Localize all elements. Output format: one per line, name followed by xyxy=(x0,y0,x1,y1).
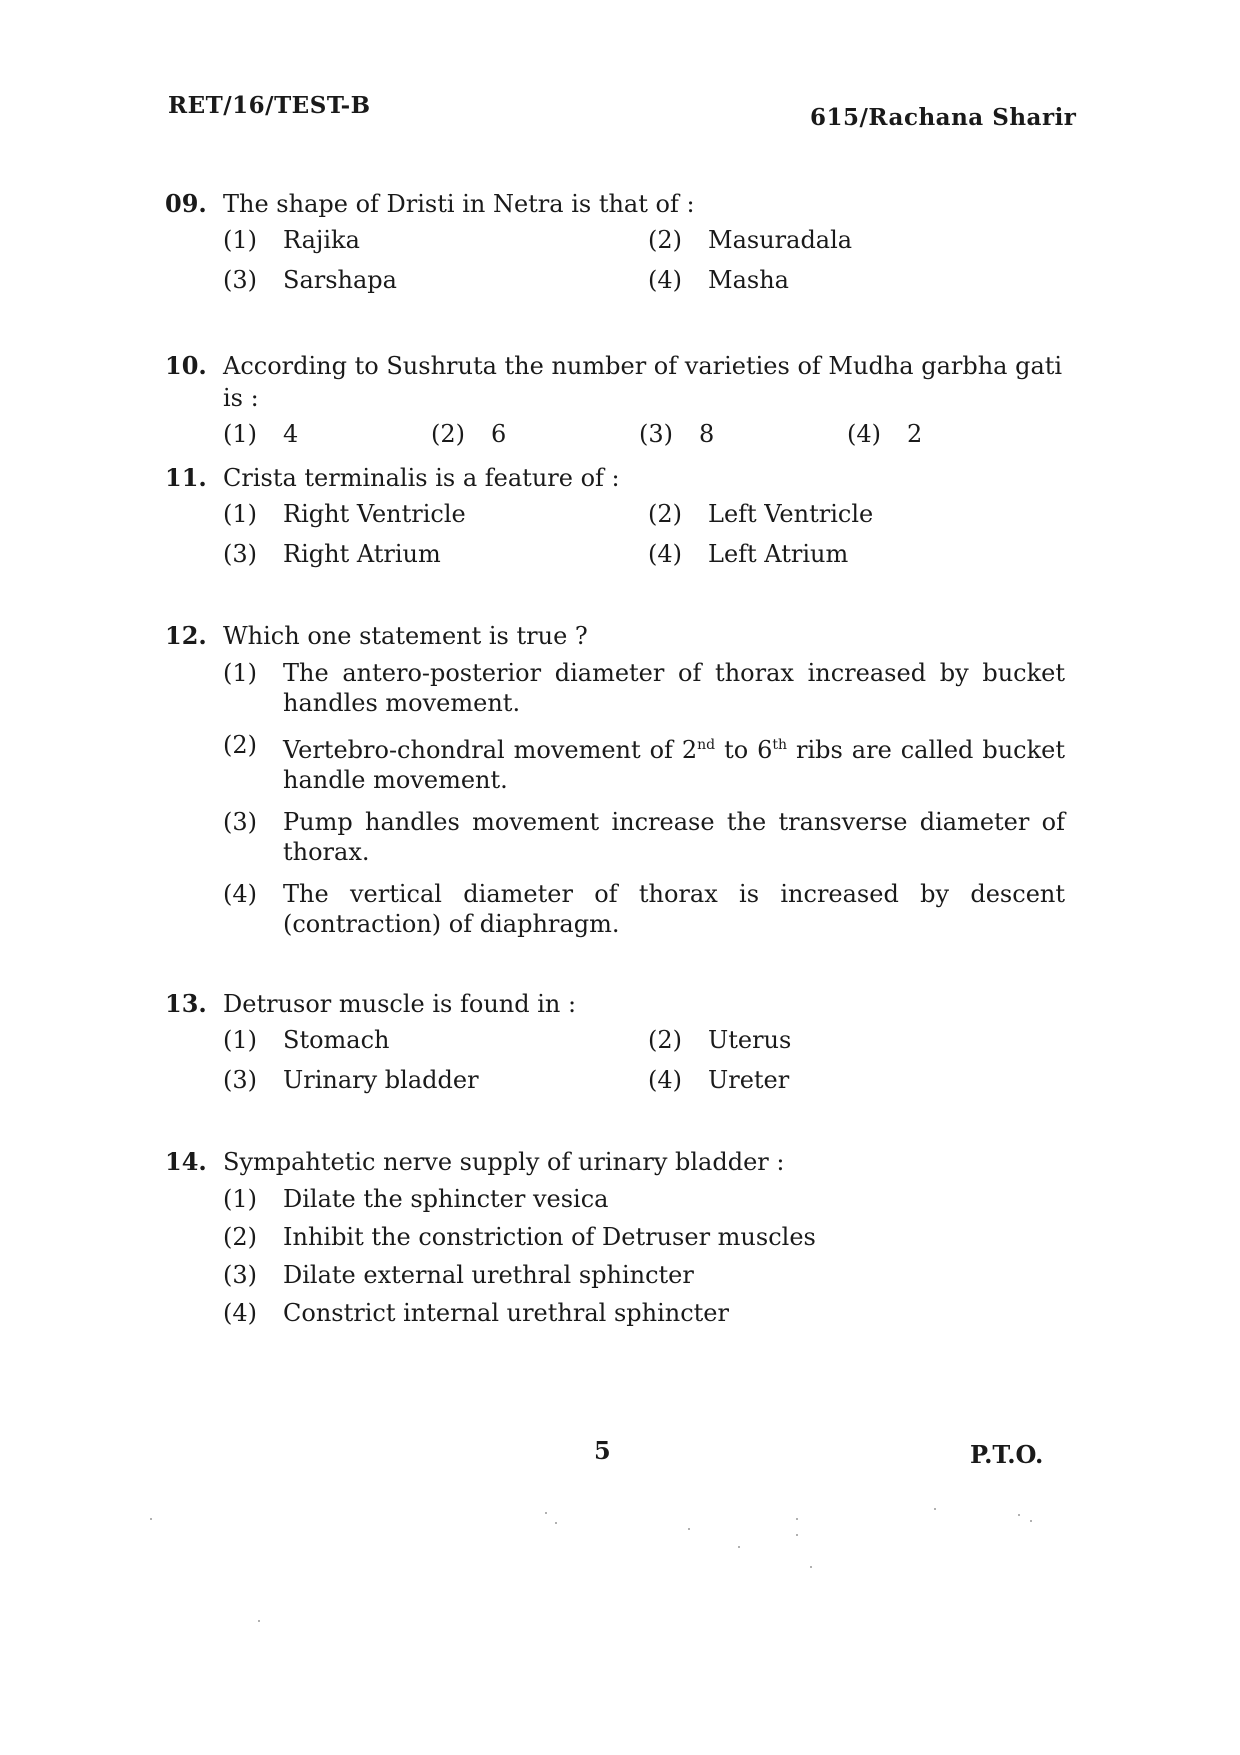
option-number: (4) xyxy=(648,266,682,294)
option-4 xyxy=(223,879,1065,939)
option-number: (2) xyxy=(648,1026,682,1054)
option-4 xyxy=(648,1064,1065,1096)
option-number: (4) xyxy=(648,1066,682,1094)
scan-speck xyxy=(738,1546,740,1548)
option-text: Sarshapa xyxy=(283,266,397,294)
option-4 xyxy=(648,264,1065,296)
question-number: 11. xyxy=(165,463,207,492)
option-text: Left Atrium xyxy=(708,540,849,568)
option-number: (1) xyxy=(223,1185,257,1213)
option-text: 2 xyxy=(907,420,923,448)
option-1 xyxy=(223,224,648,256)
options xyxy=(223,418,1065,450)
option-text: Right Ventricle xyxy=(283,500,466,528)
question-number: 12. xyxy=(165,621,207,650)
option-number: (2) xyxy=(648,226,682,254)
option-3 xyxy=(223,1260,1065,1290)
please-turn-over: P.T.O. xyxy=(970,1440,1044,1469)
question-10 xyxy=(165,350,1065,450)
question-text: Which one statement is true ? xyxy=(223,622,588,650)
option-number: (2) xyxy=(648,500,682,528)
option-number: (1) xyxy=(223,226,257,254)
ordinal-suffix: th xyxy=(772,737,788,753)
option-text: Dilate the sphincter vesica xyxy=(283,1185,609,1213)
option-number: (1) xyxy=(223,659,257,687)
option-2 xyxy=(648,224,1065,256)
question-number: 14. xyxy=(165,1147,207,1176)
options xyxy=(223,498,1065,570)
option-number: (4) xyxy=(648,540,682,568)
option-text: Masha xyxy=(708,266,789,294)
option-text: 6 xyxy=(491,420,507,448)
option-1 xyxy=(223,418,431,450)
option-number: (1) xyxy=(223,1026,257,1054)
option-3 xyxy=(223,264,648,296)
option-text: Masuradala xyxy=(708,226,853,254)
option-number: (3) xyxy=(223,266,257,294)
option-1 xyxy=(223,658,1065,718)
option-4 xyxy=(847,418,1055,450)
ordinal-suffix: nd xyxy=(697,737,716,753)
option-4 xyxy=(223,1298,1065,1328)
option-number: (3) xyxy=(223,1066,257,1094)
option-3 xyxy=(223,538,648,570)
option-2 xyxy=(223,730,1065,795)
page-number: 5 xyxy=(594,1436,611,1465)
option-number: (1) xyxy=(223,420,257,448)
option-text: Dilate external urethral sphincter xyxy=(283,1261,694,1289)
question-13 xyxy=(165,988,1065,1096)
option-3 xyxy=(223,1064,648,1096)
option-number: (2) xyxy=(223,731,257,759)
question-text: According to Sushruta the number of varieties of Mudha garbha gati is : xyxy=(223,352,1063,412)
option-number: (2) xyxy=(431,420,465,448)
option-1 xyxy=(223,498,648,530)
options xyxy=(223,224,1065,296)
question-number: 09. xyxy=(165,189,207,218)
option-text: Rajika xyxy=(283,226,360,254)
question-text: Detrusor muscle is found in : xyxy=(223,990,577,1018)
option-text: Uterus xyxy=(708,1026,792,1054)
scan-speck xyxy=(555,1522,557,1524)
scan-speck xyxy=(1018,1514,1020,1516)
option-3 xyxy=(223,807,1065,867)
question-14 xyxy=(165,1146,1065,1336)
scan-speck xyxy=(1030,1520,1032,1522)
option-2 xyxy=(223,1222,1065,1252)
question-text: Sympahtetic nerve supply of urinary bladder : xyxy=(223,1148,785,1176)
option-number: (3) xyxy=(223,808,257,836)
option-4 xyxy=(648,538,1065,570)
option-number: (3) xyxy=(223,1261,257,1289)
scan-speck xyxy=(796,1534,798,1536)
option-text: Stomach xyxy=(283,1026,390,1054)
scan-speck xyxy=(258,1620,260,1622)
question-11 xyxy=(165,462,1065,570)
option-number: (4) xyxy=(223,880,257,908)
question-number: 13. xyxy=(165,989,207,1018)
option-text: Pump handles movement increase the transverse diameter of thorax. xyxy=(283,808,1065,866)
question-text: Crista terminalis is a feature of : xyxy=(223,464,620,492)
option-text: 8 xyxy=(699,420,715,448)
scan-speck xyxy=(934,1508,936,1510)
option-2 xyxy=(648,498,1065,530)
scan-speck xyxy=(545,1512,547,1514)
option-1 xyxy=(223,1184,1065,1214)
option-number: (2) xyxy=(223,1223,257,1251)
header-subject: 615/Rachana Sharir xyxy=(810,104,1077,131)
option-text: Left Ventricle xyxy=(708,500,874,528)
scan-speck xyxy=(810,1566,812,1568)
option-number: (3) xyxy=(223,540,257,568)
option-number: (1) xyxy=(223,500,257,528)
scan-speck xyxy=(796,1518,798,1520)
option-2 xyxy=(648,1024,1065,1056)
options xyxy=(223,658,1065,939)
option-text: Vertebro-chondral movement of 2nd to 6th ribs are called bucket handle movement. xyxy=(283,736,1065,794)
option-number: (4) xyxy=(223,1299,257,1327)
question-text: The shape of Dristi in Netra is that of : xyxy=(223,190,695,218)
option-text: Ureter xyxy=(708,1066,790,1094)
options xyxy=(223,1184,1065,1328)
option-2 xyxy=(431,418,639,450)
option-text: The antero-posterior diameter of thorax increased by bucket handles movement. xyxy=(283,659,1065,717)
option-1 xyxy=(223,1024,648,1056)
question-09 xyxy=(165,188,1065,296)
option-text: Constrict internal urethral sphincter xyxy=(283,1299,729,1327)
question-number: 10. xyxy=(165,351,207,380)
option-text: Urinary bladder xyxy=(283,1066,479,1094)
option-text: 4 xyxy=(283,420,299,448)
scan-speck xyxy=(688,1528,690,1530)
option-3 xyxy=(639,418,847,450)
options xyxy=(223,1024,1065,1096)
option-text: Right Atrium xyxy=(283,540,441,568)
option-text: The vertical diameter of thorax is increased by descent (contraction) of diaphragm. xyxy=(283,880,1065,938)
option-number: (3) xyxy=(639,420,673,448)
scan-speck xyxy=(150,1518,152,1520)
option-number: (4) xyxy=(847,420,881,448)
header-paper-code: RET/16/TEST-B xyxy=(168,92,371,119)
question-12 xyxy=(165,620,1065,951)
option-text: Inhibit the constriction of Detruser muscles xyxy=(283,1223,816,1251)
